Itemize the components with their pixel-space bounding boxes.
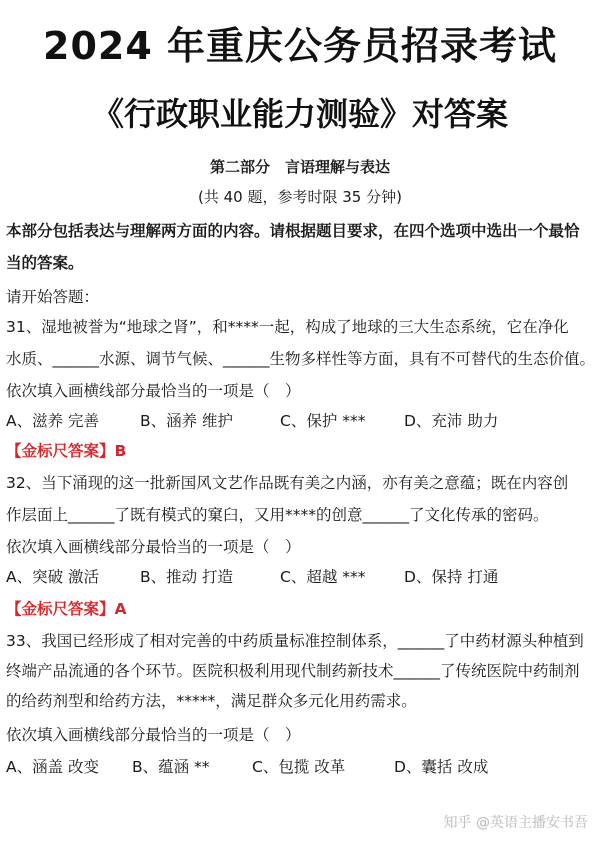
section-note: (共 40 题，参考时限 35 分钟) bbox=[198, 188, 402, 206]
document-subtitle: 《行政职业能力测验》对答案 bbox=[91, 95, 508, 133]
q31-answer: 【金标尺答案】B bbox=[6, 442, 127, 460]
q32-option-c[interactable]: C、超越 *** bbox=[280, 568, 366, 586]
q31-options bbox=[6, 410, 596, 432]
q33-line-1: 33、我国已经形成了相对完善的中药质量标准控制体系，______了中药材源头种植到 bbox=[6, 632, 584, 650]
q31-line-1: 31、湿地被誉为“地球之肾”，和****一起，构成了地球的三大生态系统，它在净化 bbox=[6, 318, 569, 336]
q32-option-a[interactable]: A、突破 激活 bbox=[6, 568, 100, 586]
q33-options bbox=[6, 756, 596, 778]
q32-line-2: 作层面上______了既有模式的窠臼，又用****的创意______了文化传承的密码。 bbox=[6, 506, 549, 524]
q33-line-2: 终端产品流通的各个环节。医院积极利用现代制药新技术______了传统医院中药制剂 bbox=[6, 662, 580, 680]
intro-line-2: 当的答案。 bbox=[6, 254, 84, 272]
zhihu-watermark: 知乎 @英语主播安书吾 bbox=[443, 815, 588, 831]
q31-line-2: 水质、______水源、调节气候、______生物多样性等方面，具有不可替代的生态价值。 bbox=[6, 350, 596, 368]
q33-option-d[interactable]: D、囊括 改成 bbox=[394, 758, 489, 776]
document-title: 2024 年重庆公务员招录考试 bbox=[43, 24, 557, 68]
section-heading: 第二部分 言语理解与表达 bbox=[209, 158, 390, 176]
intro-line-1: 本部分包括表达与理解两方面的内容。请根据题目要求，在四个选项中选出一个最恰 bbox=[6, 222, 580, 240]
q31-option-c[interactable]: C、保护 *** bbox=[280, 412, 366, 430]
q33-option-b[interactable]: B、蕴涵 ** bbox=[132, 758, 210, 776]
q32-option-d[interactable]: D、保持 打通 bbox=[404, 568, 499, 586]
q33-option-c[interactable]: C、包揽 改革 bbox=[252, 758, 346, 776]
q33-line-3: 的给药剂型和给药方法，*****，满足群众多元化用药需求。 bbox=[6, 692, 417, 710]
q32-line-1: 32、当下涌现的这一批新国风文艺作品既有美之内涵，亦有美之意蕴；既在内容创 bbox=[6, 474, 569, 492]
q31-option-d[interactable]: D、充沛 助力 bbox=[404, 412, 499, 430]
q32-option-b[interactable]: B、推动 打造 bbox=[140, 568, 234, 586]
q33-prompt: 依次填入画横线部分最恰当的一项是（ ） bbox=[6, 726, 301, 744]
q33-option-a[interactable]: A、涵盖 改变 bbox=[6, 758, 100, 776]
q32-answer: 【金标尺答案】A bbox=[6, 600, 127, 618]
q31-option-b[interactable]: B、涵养 维护 bbox=[140, 412, 234, 430]
q32-prompt: 依次填入画横线部分最恰当的一项是（ ） bbox=[6, 538, 301, 556]
q32-options bbox=[6, 566, 596, 588]
q31-prompt: 依次填入画横线部分最恰当的一项是（ ） bbox=[6, 382, 301, 400]
start-instruction: 请开始答题： bbox=[6, 288, 100, 306]
q31-option-a[interactable]: A、滋养 完善 bbox=[6, 412, 100, 430]
